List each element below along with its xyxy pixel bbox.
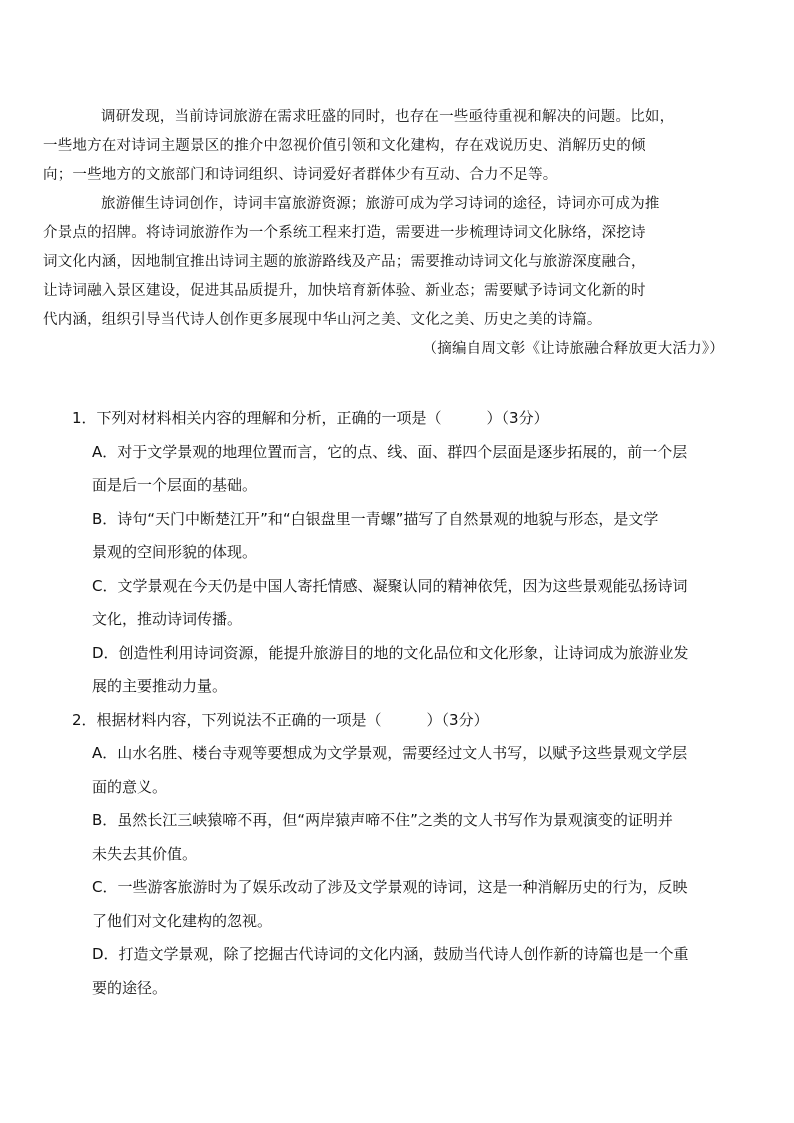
option-text: 面的意义。 (92, 777, 168, 796)
option-text: A．山水名胜、楼台寺观等要想成为文学景观，需要经过文人书写，以赋予这些景观文学层 (92, 744, 688, 762)
passage-line: 旅游催生诗词创作，诗词丰富旅游资源；旅游可成为学习诗词的途径，诗词亦可成为推 (101, 196, 660, 212)
option-c[interactable] (72, 570, 726, 637)
option-text: 景观的空间形貌的体现。 (92, 543, 258, 561)
option-text: B．虽然长江三峡猿啼不再，但“两岸猿声啼不住”之类的文人书写作为景观演变的证明并 (92, 811, 673, 829)
passage-line: 介景点的招牌。将诗词旅游作为一个系统工程来打造，需要进一步梳理诗词文化脉络，深挖诗 (43, 225, 646, 241)
option-b[interactable] (72, 503, 726, 570)
option-text: 展的主要推动力量。 (92, 677, 228, 695)
question-stem: 1．下列对材料相关内容的理解和分析，正确的一项是（ ）（3分） (72, 409, 549, 427)
option-text: C．文学景观在今天仍是中国人寄托情感、凝聚认同的精神依凭，因为这些景观能弘扬诗词 (92, 576, 688, 595)
reading-passage (43, 103, 726, 364)
option-text: 要的途径。 (92, 978, 168, 997)
option-text: 文化，推动诗词传播。 (92, 610, 243, 628)
option-b[interactable] (72, 804, 726, 871)
option-a[interactable] (72, 737, 726, 804)
option-text: D．创造性利用诗词资源，能提升旅游目的地的文化品位和文化形象，让诗词成为旅游业发 (92, 643, 689, 662)
option-text: C．一些游客旅游时为了娱乐改动了涉及文学景观的诗词，这是一种消解历史的行为，反映 (92, 878, 688, 896)
passage-line: 让诗词融入景区建设，促进其品质提升，加快培育新体验、新业态；需要赋予诗词文化新的时 (43, 283, 646, 299)
passage-source: （摘编自周文彰《让诗旅融合释放更大活力》） (422, 341, 724, 357)
passage-line: 一些地方在对诗词主题景区的推介中忽视价值引领和文化建构，存在戏说历史、消解历史的倾 (43, 138, 646, 154)
option-d[interactable] (72, 637, 726, 704)
question-2 (72, 704, 726, 1006)
question-stem: 2．根据材料内容，下列说法不正确的一项是（ ）（3分） (72, 710, 489, 729)
question-1 (72, 402, 726, 704)
passage-line: 调研发现，当前诗词旅游在需求旺盛的同时，也存在一些亟待重视和解决的问题。比如， (101, 109, 675, 125)
question-section (72, 402, 726, 1005)
option-text: 未失去其价值。 (92, 844, 198, 863)
option-text: A．对于文学景观的地理位置而言，它的点、线、面、群四个层面是逐步拓展的，前一个层 (92, 442, 688, 461)
option-text: 了他们对文化建构的忽视。 (92, 911, 273, 930)
option-text: B．诗句“天门中断楚江开”和“白银盘里一青螺”描写了自然景观的地貌与形态，是文学 (92, 509, 659, 528)
option-text: D．打造文学景观，除了挖掘古代诗词的文化内涵，鼓励当代诗人创作新的诗篇也是一个重 (92, 945, 689, 963)
option-c[interactable] (72, 871, 726, 938)
passage-line: 代内涵，组织引导当代诗人创作更多展现中华山河之美、文化之美、历史之美的诗篇。 (43, 312, 602, 328)
option-text: 面是后一个层面的基础。 (92, 476, 258, 494)
passage-paragraph-2 (43, 190, 726, 335)
passage-paragraph-1 (43, 103, 726, 190)
option-d[interactable] (72, 938, 726, 1005)
option-a[interactable] (72, 436, 726, 503)
passage-line: 向；一些地方的文旅部门和诗词组织、诗词爱好者群体少有互动、合力不足等。 (43, 167, 558, 183)
passage-line: 词文化内涵，因地制宜推出诗词主题的旅游路线及产品；需要推动诗词文化与旅游深度融合， (43, 254, 646, 270)
